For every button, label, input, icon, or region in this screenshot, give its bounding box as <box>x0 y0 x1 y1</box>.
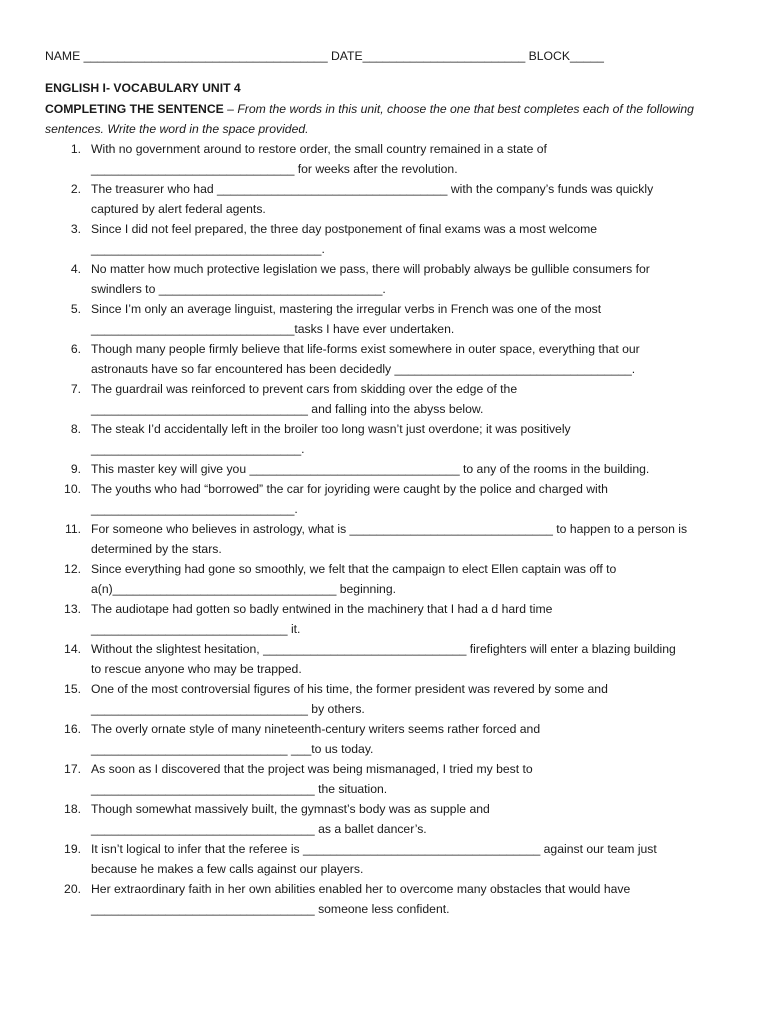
question-item <box>0 759 770 799</box>
question-text: For someone who believes in astrology, what is ______________________________ to happen to a person is determined by the stars. <box>91 522 688 556</box>
question-text: With no government around to restore order, the small country remained in a state of ______________________________ for weeks after the revolution. <box>91 142 547 176</box>
question-number: 14. <box>64 642 81 656</box>
question-text: Without the slightest hesitation, ______________________________ firefighters will enter a blazing building to rescue anyone who may be trapped. <box>91 642 676 676</box>
question-item <box>0 519 770 559</box>
question-text: No matter how much protective legislation we pass, there will probably always be gullible consumers for swindlers to _________________________________. <box>91 262 650 296</box>
question-item <box>0 219 770 259</box>
question-item <box>0 339 770 379</box>
question-number: 6. <box>70 342 81 356</box>
question-number: 1. <box>70 142 81 156</box>
question-number: 18. <box>64 802 81 816</box>
question-item <box>0 139 770 179</box>
question-item <box>0 559 770 599</box>
question-number: 19. <box>64 842 81 856</box>
question-item <box>0 459 770 479</box>
question-text: The youths who had “borrowed” the car for joyriding were caught by the police and charged with ______________________________. <box>91 482 608 516</box>
question-text: Since everything had gone so smoothly, we felt that the campaign to elect Ellen captain was off to a(n)_________________________________ beginning. <box>91 562 617 596</box>
question-text: It isn’t logical to infer that the referee is ___________________________________ against our team just because he makes a few calls against our players. <box>91 842 657 876</box>
question-text: The audiotape had gotten so badly entwined in the machinery that I had a d hard time _____________________________ it. <box>91 602 553 636</box>
question-text: The overly ornate style of many nineteenth-century writers seems rather forced and _____________________________ ___to us today. <box>91 722 541 756</box>
question-number: 12. <box>64 562 81 576</box>
question-number: 3. <box>70 222 81 236</box>
question-item <box>0 259 770 299</box>
question-text: This master key will give you _______________________________ to any of the rooms in the building. <box>91 462 650 476</box>
question-number: 10. <box>64 482 81 496</box>
page-title: ENGLISH I- VOCABULARY UNIT 4 <box>45 81 241 95</box>
question-number: 2. <box>70 182 81 196</box>
question-item <box>0 879 770 919</box>
question-text: Though somewhat massively built, the gymnast’s body was as supple and _________________________________ as a ballet dancer’s. <box>91 802 490 836</box>
question-text: The steak I’d accidentally left in the broiler too long wasn’t just overdone; it was positively _______________________________. <box>91 422 571 456</box>
question-number: 16. <box>64 722 81 736</box>
question-number: 9. <box>70 462 81 476</box>
question-number: 17. <box>64 762 81 776</box>
question-item <box>0 679 770 719</box>
question-item <box>0 299 770 339</box>
question-item <box>0 419 770 459</box>
instructions-dash: – <box>223 102 238 116</box>
question-number: 13. <box>64 602 81 616</box>
question-item <box>0 379 770 419</box>
question-number: 11. <box>64 522 81 536</box>
question-item <box>0 839 770 879</box>
instructions <box>45 99 715 139</box>
instructions-text: From the words in this unit, choose the one that best completes each of the following sentences. Write the word in the space provided. <box>45 102 694 136</box>
question-text: The guardrail was reinforced to prevent cars from skidding over the edge of the ________________________________ and falling into the abyss below. <box>91 382 518 416</box>
question-text: Though many people firmly believe that life-forms exist somewhere in outer space, everything that our astronauts have so far encountered has been decidedly ___________________________________. <box>91 342 640 376</box>
question-item <box>0 639 770 679</box>
question-text: One of the most controversial figures of his time, the former president was revered by some and ________________________________ by others. <box>91 682 608 716</box>
question-item <box>0 799 770 839</box>
question-item <box>0 719 770 759</box>
instructions-label: COMPLETING THE SENTENCE <box>45 102 224 116</box>
question-list <box>0 139 770 919</box>
question-item <box>0 599 770 639</box>
question-text: Her extraordinary faith in her own abilities enabled her to overcome many obstacles that would have _________________________________ someone less confident. <box>91 882 631 916</box>
question-number: 4. <box>70 262 81 276</box>
question-number: 8. <box>70 422 81 436</box>
question-text: As soon as I discovered that the project was being mismanaged, I tried my best to _________________________________ the situation. <box>91 762 533 796</box>
question-number: 7. <box>70 382 81 396</box>
question-number: 5. <box>70 302 81 316</box>
question-text: Since I’m only an average linguist, mastering the irregular verbs in French was one of the most ______________________________tasks I have ever undertaken. <box>91 302 602 336</box>
question-text: Since I did not feel prepared, the three day postponement of final exams was a most welcome __________________________________. <box>91 222 598 256</box>
question-number: 15. <box>64 682 81 696</box>
name-date-block-line: NAME ____________________________________ DATE________________________ BLOCK_____ <box>45 49 604 63</box>
question-item <box>0 479 770 519</box>
question-text: The treasurer who had __________________________________ with the company’s funds was quickly captured by alert federal agents. <box>91 182 654 216</box>
question-item <box>0 179 770 219</box>
question-number: 20. <box>64 882 81 896</box>
